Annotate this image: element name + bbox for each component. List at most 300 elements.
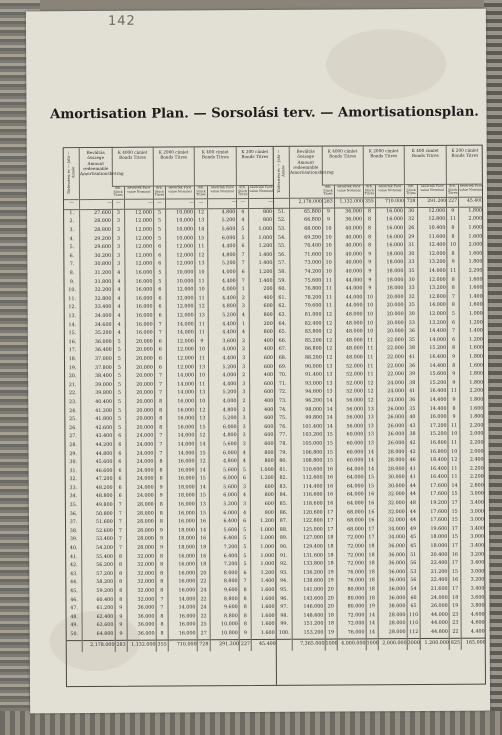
table-cell: 85.200 — [291, 338, 324, 347]
table-cell: 76.000 — [337, 569, 366, 578]
table-cell: 8 — [155, 424, 167, 433]
table-cell: 13 — [195, 218, 208, 227]
table-cell: 17 — [449, 500, 461, 509]
table-cell: 1.600 — [459, 225, 483, 234]
table-cell: 16.000 — [376, 208, 405, 217]
table-cell: 12 — [323, 320, 335, 329]
table-cell: 33 — [405, 320, 418, 329]
table-cell: 7 — [154, 321, 166, 330]
table-cell: 5 — [113, 339, 125, 348]
table-cell: 16.800 — [419, 448, 448, 457]
table-cell: 12.000 — [166, 261, 195, 270]
table-cell: 38 — [406, 431, 419, 440]
table-cell: 4 — [113, 279, 125, 288]
cell-year: 7. — [69, 262, 75, 268]
table-cell: 33 — [405, 260, 418, 269]
table-cell: 54.200 — [82, 545, 115, 554]
table-cell: 12.800 — [418, 294, 447, 303]
table-cell: 18.000 — [420, 534, 449, 543]
subheader-db: drb. Stück Titres — [153, 186, 165, 199]
table-cell: 80.000 — [337, 586, 366, 595]
subheader-nominal: névérték Face value Nominal — [375, 185, 404, 198]
table-cell: 6 — [154, 261, 166, 270]
cell-year: 84. — [279, 493, 288, 499]
table-cell: 12 — [195, 252, 208, 261]
table-cell: — — [208, 199, 237, 209]
table-cell: 65 — [407, 603, 420, 612]
table-cell: 72.000 — [336, 535, 365, 544]
cell-year: 96. — [280, 596, 288, 602]
table-cell: 3.400 — [461, 500, 485, 509]
table-cell: 3.400 — [461, 586, 485, 595]
table-cell: 1 — [237, 286, 249, 295]
table-cell: 36.000 — [127, 631, 156, 640]
cell-year: 34. — [69, 494, 78, 500]
table-cell: 800 — [249, 208, 273, 217]
table-cell: 13 — [323, 372, 335, 381]
cell-year: 82. — [279, 476, 288, 482]
table-cell: 3.200 — [461, 577, 485, 586]
table-cell: 7 — [155, 433, 167, 442]
table-cell: 26.000 — [420, 603, 449, 612]
table-cell: 36.000 — [378, 552, 407, 561]
cell-year: 63. — [278, 312, 287, 318]
table-cell: 3.200 — [461, 551, 485, 560]
table-cell: 10.800 — [210, 630, 239, 639]
table-cell: 1.200 — [249, 269, 273, 278]
table-cell: 76.000 — [337, 629, 366, 638]
table-cell: 4 — [238, 329, 250, 338]
table-cell: 41.200 — [81, 408, 114, 417]
table-cell: 17.600 — [420, 491, 449, 500]
table-cell: 24.000 — [126, 476, 155, 485]
table-cell: 11 — [448, 423, 460, 432]
table-cell: 18.000 — [167, 493, 196, 502]
col-k4000-header: K 4000 címlet Bonds Titres — [322, 146, 363, 185]
table-cell: 12 — [323, 312, 335, 321]
table-cell: 99.800 — [291, 415, 324, 424]
table-cell: 1.800 — [460, 354, 484, 363]
cell-year: 93. — [280, 570, 288, 576]
cell-year: 17. — [68, 348, 77, 354]
table-cell: 8 — [364, 234, 376, 243]
table-cell: 26.000 — [377, 406, 406, 415]
table-cell: 20.000 — [376, 320, 405, 329]
table-cell: 56.000 — [336, 423, 365, 432]
table-cell: 1 — [237, 321, 249, 330]
table-cell: 2.000 — [459, 216, 483, 225]
table-cell: 51 — [407, 552, 420, 561]
table-cell: 33.400 — [80, 304, 113, 313]
table-cell: 16.000 — [125, 296, 154, 305]
table-cell: 227 — [239, 639, 251, 651]
table-cell: 1.200 — [251, 570, 275, 579]
table-cell: 32.200 — [80, 287, 113, 296]
cell-year: 99. — [280, 622, 289, 628]
table-cell: 6 — [154, 356, 166, 365]
document-sheet — [26, 9, 490, 714]
table-cell: 5 — [239, 561, 251, 570]
table-cell: 23 — [449, 620, 461, 629]
table-cell: 17.600 — [419, 483, 448, 492]
table-cell: 5.600 — [208, 226, 237, 235]
table-cell: 18 — [197, 544, 210, 553]
table-cell: 1.600 — [459, 276, 483, 285]
table-cell: 22.000 — [376, 337, 405, 346]
table-cell: 10 — [364, 320, 376, 329]
table-cell: 355 — [363, 198, 375, 208]
table-cell: 11 — [195, 321, 208, 330]
cell-year: 37. — [69, 520, 78, 526]
table-cell: 8 — [239, 604, 251, 613]
table-cell: 3 — [113, 236, 125, 245]
table-cell: 8 — [447, 225, 459, 234]
table-cell: 4.000 — [209, 347, 238, 356]
table-cell: 16 — [196, 519, 209, 528]
table-cell: 72.000 — [337, 621, 366, 630]
table-cell: 13 — [365, 440, 377, 449]
table-cell: 15.200 — [419, 431, 448, 440]
table-cell: 15 — [449, 491, 461, 500]
table-cell: 61.200 — [82, 605, 115, 614]
table-cell: 11.600 — [418, 234, 447, 243]
table-cell: 9 — [364, 268, 376, 277]
table-cell: — — [237, 199, 249, 209]
table-cell: 35 — [405, 268, 418, 277]
table-cell: 1.400 — [249, 252, 273, 261]
table-cell: 4.800 — [209, 433, 238, 442]
table-cell: 21.200 — [420, 569, 449, 578]
cell-year: 66. — [278, 338, 287, 344]
table-cell: 200 — [249, 286, 273, 295]
table-cell: 20.000 — [125, 339, 154, 348]
table-cell: 53.400 — [82, 536, 115, 545]
subheader-db: drb. Stück Titres — [322, 185, 334, 198]
table-cell: 6 — [154, 287, 166, 296]
table-cell: 16.000 — [168, 622, 197, 631]
table-cell: 20.000 — [125, 373, 154, 382]
table-cell: 36.000 — [378, 543, 407, 552]
cell-year: 10. — [68, 288, 76, 294]
table-cell: 12.000 — [166, 313, 195, 322]
table-cell: 9 — [155, 528, 167, 537]
table-cell: 283 — [322, 198, 334, 208]
table-cell: 10.000 — [166, 235, 195, 244]
subheader-nominal: névérték Face value Nominal — [249, 185, 273, 198]
table-cell: 600 — [250, 355, 274, 364]
table-cell: 14.000 — [419, 337, 448, 346]
cell-year: 50. — [70, 632, 79, 638]
table-cell: 600 — [250, 441, 274, 450]
table-cell: 28.000 — [377, 457, 406, 466]
table-cell: 28.000 — [126, 528, 155, 537]
table-cell: 1.000 — [251, 535, 275, 544]
table-cell: 4 — [237, 209, 249, 218]
table-cell: 4.400 — [209, 381, 238, 390]
table-cell: 400 — [250, 407, 274, 416]
table-cell: 106.800 — [291, 449, 324, 458]
table-cell: 8 — [156, 631, 168, 640]
table-cell: 8 — [447, 251, 459, 260]
table-cell: 1.600 — [251, 596, 275, 605]
table-cell: 6 — [114, 493, 126, 502]
table-cell: 13.200 — [418, 259, 447, 268]
table-cell: 1.400 — [249, 260, 273, 269]
table-cell: 1,132.000 — [127, 640, 156, 652]
table-cell: 40.000 — [335, 243, 364, 252]
table-cell: 5 — [113, 356, 125, 365]
table-cell: 30.000 — [377, 475, 406, 484]
cell-year: 47. — [70, 606, 78, 612]
table-cell: 12.800 — [418, 216, 447, 225]
table-cell: 16.000 — [167, 502, 196, 511]
cell-year: 88. — [279, 527, 288, 533]
table-cell: 38.000 — [378, 603, 407, 612]
subheader-nominal: névérték Face value Nominal — [124, 186, 153, 199]
table-cell: 8 — [156, 553, 168, 562]
table-cell: 6 — [448, 337, 460, 346]
table-cell: 15 — [196, 424, 209, 433]
table-cell: 291.200 — [418, 197, 447, 207]
table-cell: 1.200 — [460, 337, 484, 346]
table-cell: 28.000 — [126, 536, 155, 545]
table-cell: 6.000 — [208, 235, 237, 244]
table-cell: 30 — [405, 311, 418, 320]
table-cell: 10 — [195, 373, 208, 382]
table-cell: 2 — [238, 347, 250, 356]
table-cell: 8 — [155, 476, 167, 485]
table-cell: 728 — [197, 639, 210, 651]
table-cell: 76.000 — [337, 578, 366, 587]
table-cell: 60.000 — [336, 449, 365, 458]
table-cell: 10 — [448, 431, 460, 440]
table-cell: 5.200 — [209, 364, 238, 373]
table-cell: 36.000 — [378, 578, 407, 587]
table-cell: 13 — [195, 364, 208, 373]
table-cell: 34.000 — [378, 535, 407, 544]
cell-year: 58. — [278, 269, 286, 275]
table-cell: 28.000 — [126, 510, 155, 519]
table-cell: 35 — [405, 337, 418, 346]
table-cell: 3 — [237, 304, 249, 313]
table-cell: 44.800 — [420, 629, 449, 638]
table-cell: 46.600 — [81, 468, 114, 477]
table-cell: 2 — [238, 338, 250, 347]
table-cell: 16.000 — [167, 416, 196, 425]
table-cell: 16.000 — [125, 270, 154, 279]
cell-year: 61. — [278, 295, 287, 301]
table-cell: 60 — [407, 595, 420, 604]
table-cell: 16 — [324, 475, 336, 484]
table-cell: 8 — [155, 459, 167, 468]
table-cell: 1.800 — [459, 207, 483, 216]
cell-year: 87. — [279, 519, 288, 525]
table-cell: 16 — [449, 577, 461, 586]
table-cell: 36.000 — [378, 595, 407, 604]
col-k4000-header: K 4000 címlet Bonds Titres — [112, 148, 153, 187]
table-cell: 12.000 — [166, 252, 195, 261]
table-cell: 11 — [364, 372, 376, 381]
table-cell: 4.400 — [209, 355, 238, 364]
subheader-db: drb. Stück Titres — [112, 186, 124, 199]
table-cell: 7 — [154, 330, 166, 339]
table-cell: 14 — [365, 449, 377, 458]
totals-row — [277, 638, 486, 651]
table-cell: 3.000 — [461, 569, 485, 578]
table-cell: 14.400 — [419, 363, 448, 372]
table-cell: 10.000 — [166, 209, 195, 218]
table-cell: 24.000 — [126, 433, 155, 442]
table-cell: — — [249, 198, 273, 208]
table-cell: 39.000 — [81, 382, 114, 391]
cell-year: 52. — [277, 218, 286, 224]
table-cell: 400 — [250, 346, 274, 355]
table-cell: 16.000 — [419, 414, 448, 423]
cell-year: 42. — [69, 563, 78, 569]
cell-year — [274, 198, 290, 208]
table-cell: 14.000 — [168, 596, 197, 605]
table-cell: 9 — [364, 277, 376, 286]
table-cell: 12.000 — [125, 235, 154, 244]
table-cell: 24 — [197, 605, 210, 614]
table-cell: 72.000 — [336, 544, 365, 553]
table-cell: 1.600 — [459, 233, 483, 242]
table-cell: 15 — [324, 441, 336, 450]
table-cell: 6 — [114, 442, 126, 451]
table-cell: 18.000 — [376, 268, 405, 277]
table-cell: 11 — [447, 268, 459, 277]
table-cell: 4.400 — [208, 321, 237, 330]
table-cell: 18 — [324, 544, 336, 553]
table-cell: 12.000 — [418, 251, 447, 260]
table-cell: 12 — [196, 459, 209, 468]
table-cell: 62.400 — [82, 614, 115, 623]
table-cell: 1.400 — [459, 294, 483, 303]
table-cell: 1.600 — [459, 302, 483, 311]
table-cell: 6 — [154, 295, 166, 304]
table-cell: 16.000 — [125, 278, 154, 287]
table-cell: 66.800 — [290, 217, 323, 226]
table-panel-left — [64, 147, 277, 686]
table-cell: 83.800 — [290, 329, 323, 338]
table-cell: 710.000 — [168, 640, 197, 652]
table-cell: 5.600 — [209, 484, 238, 493]
table-cell: 8 — [239, 587, 251, 596]
table-cell: 6 — [237, 243, 249, 252]
table-cell: 44.000 — [335, 277, 364, 286]
cell-year: 56. — [278, 252, 286, 258]
table-cell: 32.000 — [127, 553, 156, 562]
table-cell: 1.000 — [250, 467, 274, 476]
table-cell: 14 — [366, 612, 378, 621]
table-cell: 41 — [406, 388, 419, 397]
table-cell: 45.400 — [459, 197, 483, 207]
table-cell: 22 — [449, 629, 461, 638]
table-cell: 80.000 — [337, 604, 366, 613]
cell-year: 15. — [68, 331, 77, 337]
table-cell: 82.400 — [290, 320, 323, 329]
table-cell: 56 — [407, 578, 420, 587]
table-cell: 4.400 — [208, 295, 237, 304]
table-cell: 12.000 — [166, 364, 195, 373]
table-cell: 3.400 — [461, 560, 485, 569]
table-cell: 5 — [239, 527, 251, 536]
table-cell: 14.000 — [168, 605, 197, 614]
table-cell: 3 — [238, 381, 250, 390]
table-cell: 39 — [405, 371, 418, 380]
table-cell: 14.000 — [167, 373, 196, 382]
cell-year: 26. — [69, 425, 77, 431]
table-panel-right — [274, 146, 486, 685]
table-cell: 4,000.000 — [337, 639, 366, 651]
table-cell: 40.000 — [335, 260, 364, 269]
table-cell: 18 — [324, 535, 336, 544]
table-cell: 12.000 — [166, 304, 195, 313]
table-cell: 59.200 — [82, 588, 115, 597]
table-cell: 12.000 — [166, 287, 195, 296]
table-cell: 143.600 — [292, 595, 325, 604]
table-cell: 19.600 — [420, 526, 449, 535]
table-cell: 18.000 — [168, 545, 197, 554]
table-cell: 48.000 — [335, 346, 364, 355]
table-cell: 14.000 — [167, 441, 196, 450]
table-cell: 8 — [156, 588, 168, 597]
table-cell: 3.000 — [461, 517, 485, 526]
table-cell: 1.600 — [459, 285, 483, 294]
table-cell: 4.400 — [208, 278, 237, 287]
table-cell: 14 — [324, 423, 336, 432]
table-cell: 64.000 — [336, 475, 365, 484]
table-cell: 2.400 — [460, 457, 484, 466]
table-cell: 19 — [449, 603, 461, 612]
table-cell: 12 — [195, 304, 208, 313]
table-cell: 32.800 — [80, 296, 113, 305]
table-cell: 12 — [365, 389, 377, 398]
table-cell: 29.200 — [80, 236, 113, 245]
table-cell: 12 — [364, 380, 376, 389]
table-cell: 127.000 — [292, 535, 325, 544]
cell-year: 73. — [278, 398, 287, 404]
table-cell: 9 — [448, 414, 460, 423]
table-cell: 5.600 — [209, 467, 238, 476]
cell-year: 53. — [277, 226, 286, 232]
table-cell: 10.000 — [166, 218, 195, 227]
table-cell: 43.400 — [81, 433, 114, 442]
table-cell: 19 — [325, 630, 337, 639]
table-cell: 14 — [324, 406, 336, 415]
table-cell: 1.600 — [460, 362, 484, 371]
table-cell: 4 — [237, 312, 249, 321]
cell-year: 39. — [69, 537, 78, 543]
table-cell: 600 — [249, 303, 273, 312]
table-cell: 5 — [153, 218, 165, 227]
cell-year: 55. — [278, 244, 286, 250]
cell-year: 48. — [70, 614, 78, 620]
table-cell: 5 — [239, 544, 251, 553]
table-row — [277, 638, 486, 651]
table-cell: 8 — [239, 613, 251, 622]
table-cell: 129.400 — [292, 544, 325, 553]
table-cell: 1.600 — [251, 613, 275, 622]
table-cell: 7 — [155, 442, 167, 451]
cell-year: 100. — [278, 630, 290, 636]
table-cell: 13 — [323, 389, 335, 398]
table-cell: 7 — [156, 596, 168, 605]
table-cell: 800 — [250, 450, 274, 459]
table-cell: 43 — [406, 423, 419, 432]
cell-year: 89. — [279, 536, 288, 542]
table-cell: 5 — [114, 425, 126, 434]
